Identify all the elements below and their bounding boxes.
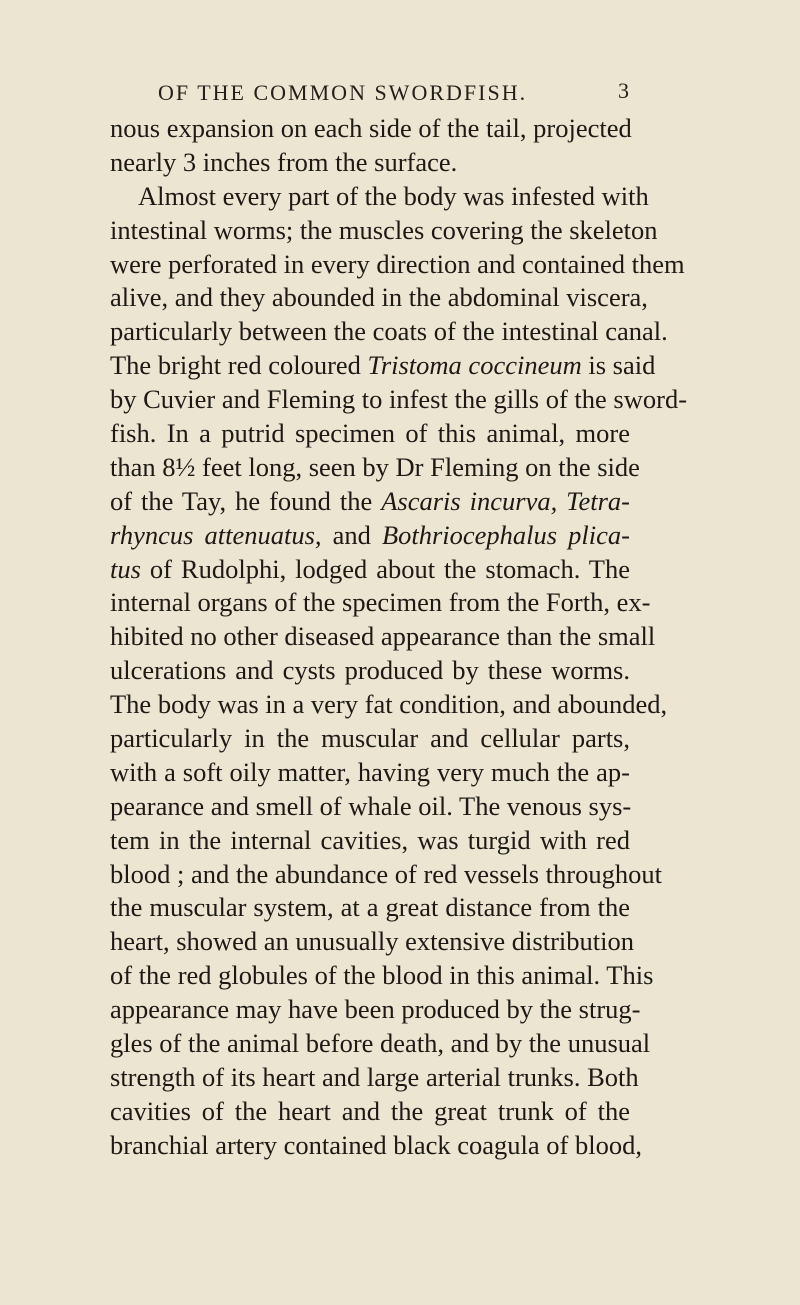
text-line: the muscular system, at a great distance from the — [110, 892, 630, 923]
text-line: nearly 3 inches from the surface. — [110, 146, 458, 177]
text-segment: of the Tay, he found the — [110, 485, 382, 516]
text-line: cavities of the heart and the great trunk of the — [110, 1095, 630, 1126]
italic-term: Bothriocephalus plica- — [381, 519, 630, 550]
text-line: nous expansion on each side of the tail, projected — [110, 113, 632, 143]
text-line: pearance and smell of whale oil. The venous sys- — [110, 790, 632, 821]
text-line: blood ; and the abundance of red vessels throughout — [110, 858, 662, 889]
italic-term: rhyncus attenuatus, — [110, 519, 322, 550]
text-segment: The bright red coloured — [110, 350, 368, 381]
text-line: particularly between the coats of the intestinal canal. — [110, 316, 668, 347]
text-line: were perforated in every direction and contained them — [110, 248, 685, 279]
text-line: than 8½ feet long, seen by Dr Fleming on the side — [110, 451, 640, 482]
text-line: intestinal worms; the muscles covering the skeleton — [110, 214, 658, 245]
text-line: internal organs of the specimen from the Forth, ex- — [110, 587, 651, 618]
text-line — [110, 519, 630, 553]
italic-term: tus — [110, 553, 141, 584]
text-line — [110, 553, 630, 587]
text-line: heart, showed an unusually extensive distribution — [110, 926, 635, 957]
text-segment: is said — [581, 350, 656, 381]
text-line: by Cuvier and Fleming to infest the gills of the sword- — [110, 384, 688, 415]
text-segment: and — [321, 519, 382, 550]
running-title: OF THE COMMON SWORDFISH. — [158, 80, 528, 105]
text-segment: of Rudolphi, lodged about the stomach. The — [140, 553, 630, 584]
text-line: fish. In a putrid specimen of this animal, more — [110, 418, 630, 449]
text-line: of the red globules of the blood in this animal. This — [110, 960, 654, 991]
text-line: branchial artery contained black coagula of blood, — [110, 1129, 642, 1160]
page-number: 3 — [618, 78, 629, 103]
text-line: alive, and they abounded in the abdominal viscera, — [110, 282, 648, 313]
text-line: ulcerations and cysts produced by these worms. — [110, 655, 630, 686]
italic-term: Ascaris incurva, Tetra- — [381, 485, 630, 516]
text-line: gles of the animal before death, and by the unusual — [110, 1028, 651, 1059]
text-line: Almost every part of the body was infested with — [138, 180, 649, 211]
text-line: hibited no other diseased appearance than the small — [110, 621, 656, 652]
text-line: tem in the internal cavities, was turgid with red — [110, 824, 630, 855]
text-line: with a soft oily matter, having very much the ap- — [110, 756, 630, 787]
text-line — [110, 485, 630, 519]
text-line: particularly in the muscular and cellular parts, — [110, 723, 630, 754]
body-text — [110, 112, 688, 1163]
text-line: strength of its heart and large arterial trunks. Both — [110, 1061, 639, 1092]
text-line: appearance may have been produced by the strug- — [110, 994, 641, 1025]
italic-term: Tristoma coccineum — [367, 350, 582, 381]
text-line: The body was in a very fat condition, and abounded, — [110, 689, 668, 720]
text-line — [110, 349, 656, 383]
